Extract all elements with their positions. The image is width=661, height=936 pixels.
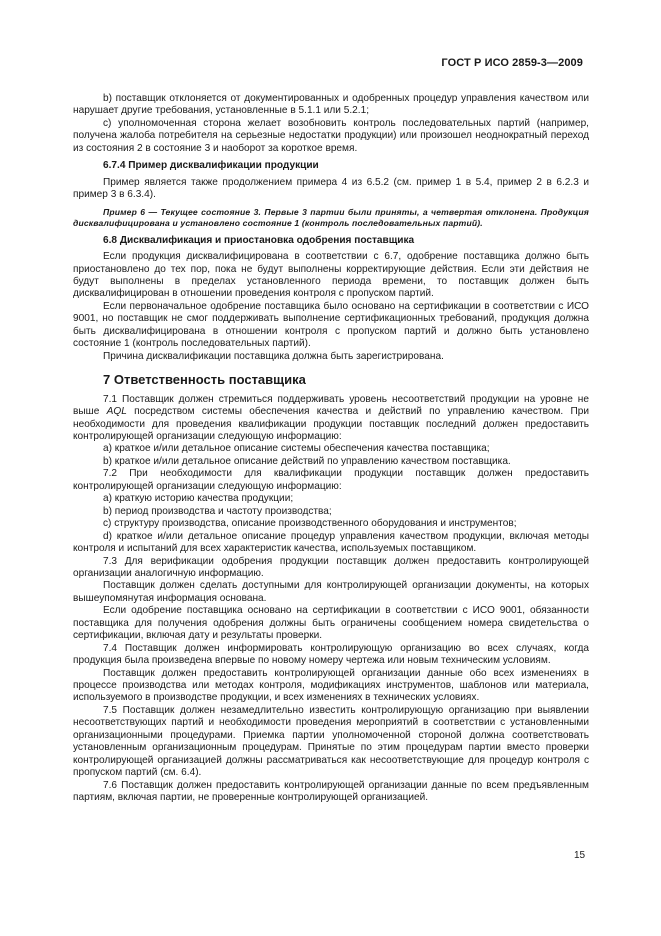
section-heading: 6.7.4 Пример дисквалификации продукции	[103, 160, 319, 172]
list-item: a) краткое и/или детальное описание системы обеспечения качества поставщика;	[103, 443, 490, 455]
paragraph: 7.2 При необходимости для квалификации продукции поставщик должен предоставить контролирующей организации следующую информацию:	[73, 468, 589, 492]
aql-abbreviation: AQL	[106, 406, 127, 418]
paragraph: 7.6 Поставщик должен предоставить контролирующей организации данные по всем предъявленным партиям, включая партии, не проверенные контролирующей организацией.	[73, 779, 589, 804]
list-item: d) краткое и/или детальное описание процедур управления качеством продукции, включая методы контроля и испытаний для всех характеристик качества, используемых поставщиком.	[73, 530, 589, 555]
paragraph: Если одобрение поставщика основано на сертификации в соответствии с ИСО 9001, обязанности поставщика для получения одобрения должны быть ограничены сообщением номера свидетельства о сертификации, включая дату и результаты проверки.	[73, 605, 589, 642]
paragraph: c) уполномоченная сторона желает возобновить контроль последовательных партий (например, получена жалоба потребителя на серьезные недостатки продукции) или произошел неоднократный переход из состояния 2 в состояние 3 и наоборот за короткое время.	[73, 117, 589, 154]
paragraph: Если продукция дисквалифицирована в соответствии с 6.7, одобрение поставщика должно быть приостановлено до тех пор, пока не будут выполнены корректирующие действия. Если эти действия не будут выполнены в пределах установленного периода времени, то поставщик должен быть дисквалифицирован в отношении проведения контроля с пропуском партий.	[73, 251, 589, 300]
paragraph: Причина дисквалификации поставщика должна быть зарегистрирована.	[103, 350, 444, 362]
paragraph: Если первоначальное одобрение поставщика было основано на сертификации в соответствии с ИСО 9001, но поставщик не смог поддерживать выполнение сертификационных требований, продукция должна быть дисквалифицирована в отношении контроля с пропуском партий и должно быть установлено состояние 1 (контроль последовательных партий).	[73, 300, 589, 350]
paragraph: 7.4 Поставщик должен информировать контролирующую организацию во всех случаях, когда продукция была произведена впервые по новому номеру чертежа или новым техническим условиям.	[73, 642, 589, 667]
example-note: Пример 6 — Текущее состояние 3. Первые 3 партии были приняты, а четвертая отклонена. Продукция дисквалифицирована и установлено состояние 1 (контроль последовательных партий).	[73, 206, 589, 228]
list-item: b) краткое и/или детальное описание действий по управлению качеством поставщика.	[103, 455, 511, 467]
paragraph: Поставщик должен предоставить контролирующей организации данные обо всех изменениях в процессе производства или методах контроля, модификациях инструментов, шаблонов или материала, используемого в производстве продукции, и всех изменениях в технических условиях.	[73, 667, 589, 704]
document-header: ГОСТ Р ИСО 2859-3—2009	[441, 57, 583, 69]
list-item: c) структуру производства, описание производственного оборудования и инструментов;	[103, 518, 517, 530]
paragraph: 7.3 Для верификации одобрения продукции поставщик должен предоставить контролирующей организации аналогичную информацию.	[73, 555, 589, 579]
paragraph: Поставщик должен сделать доступными для контролирующей организации документы, на которых вышеупомянутая информация основана.	[73, 580, 589, 604]
list-item: a) краткую историю качества продукции;	[103, 493, 294, 505]
chapter-heading: 7 Ответственность поставщика	[103, 372, 306, 388]
paragraph: 7.5 Поставщик должен незамедлительно известить контролирующую организацию при выявлении несоответствующих партий и необходимости проведения мероприятий в соответствии с установленными организационными процедурами. Приемка партии уполномоченной стороной должна соответствовать установленным организационным процедурам. Принятые по этим процедурам партии вместо проверки контролирующей организацией должны рассматриваться как несоответствующие для процедур контроля с пропуском партий (см. 6.4).	[73, 704, 589, 779]
paragraph: b) поставщик отклоняется от документированных и одобренных процедур управления качеством или нарушает другие требования, установленные в 5.1.1 или 5.2.1;	[73, 93, 589, 117]
document-body	[73, 93, 589, 805]
list-item: b) период производства и частоту производства;	[103, 505, 332, 517]
paragraph: 7.1 Поставщик должен стремиться поддерживать уровень несоответствий продукции на уровне не выше AQL посредством системы обеспечения качества и действий по управлению качеством. При необходимости для проведения квалификации продукции поставщик последний должен предоставить контролирующей организации следующую информацию:	[73, 393, 589, 442]
paragraph: Пример является также продолжением примера 4 из 6.5.2 (см. пример 1 в 5.4, пример 2 в 6.2.3 и пример 3 в 6.3.4).	[73, 176, 589, 201]
section-heading: 6.8 Дисквалификация и приостановка одобрения поставщика	[103, 234, 415, 246]
page-number: 15	[574, 850, 586, 861]
